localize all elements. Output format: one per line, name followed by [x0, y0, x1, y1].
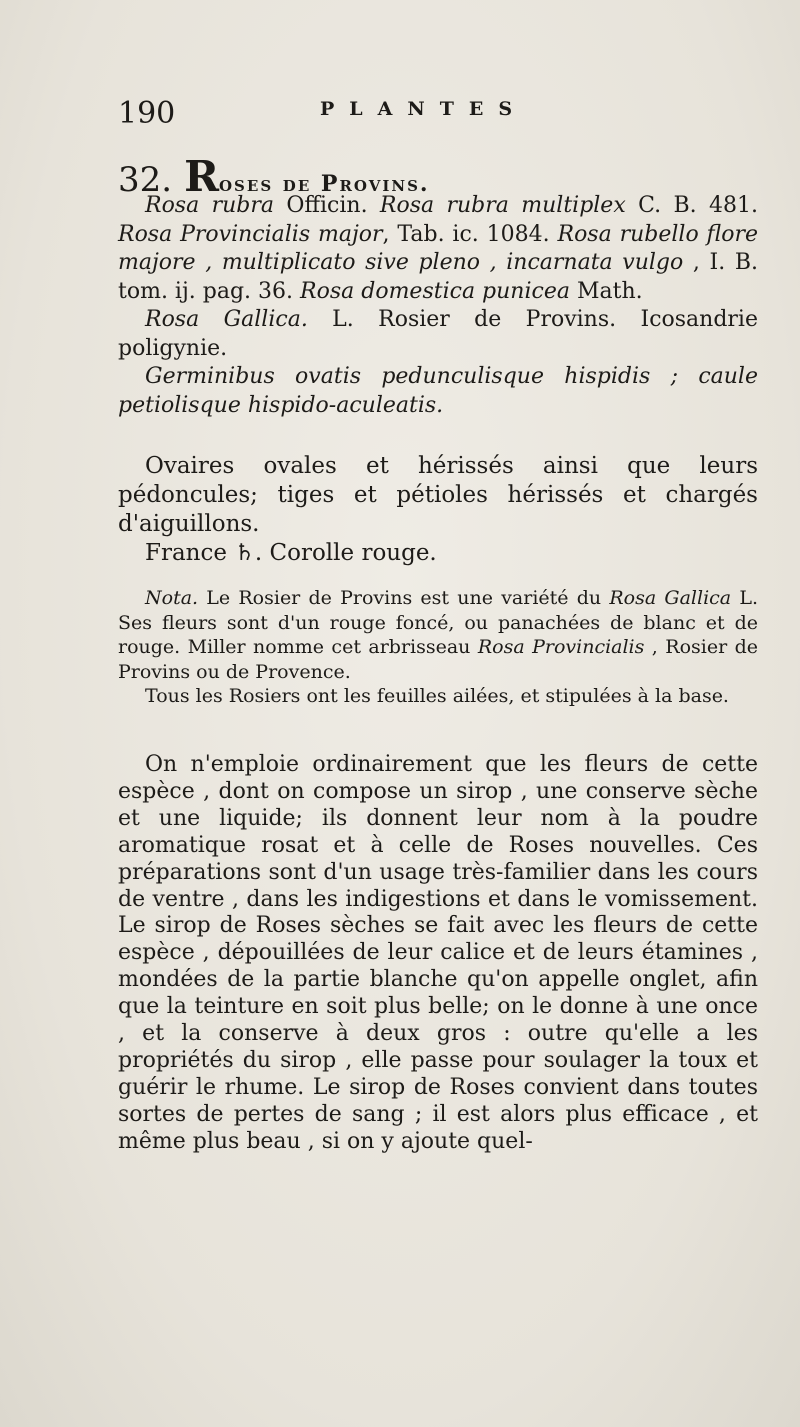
- body-text: [118, 752, 758, 1156]
- syn-text: Rosa rubra multiplex: [379, 193, 626, 218]
- running-head: PLANTES: [320, 98, 528, 120]
- page-header: [118, 92, 758, 132]
- french-description: [118, 452, 758, 568]
- description-paragraph: Ovaires ovales et hérissés ainsi que leurs pédoncules; tiges et pétioles hérissés et chargés d'aiguillons.: [118, 453, 758, 537]
- entry-number: 32.: [118, 160, 173, 200]
- syn-text: Officin.: [273, 193, 380, 218]
- page-number: 190: [118, 96, 176, 131]
- nota-text: Rosa Provincialis: [477, 636, 645, 658]
- nota-label: Nota.: [145, 587, 199, 609]
- origin-line: France ♄. Corolle rouge.: [145, 540, 437, 566]
- syn-text: Rosa Gallica.: [145, 307, 308, 332]
- nota-block: [118, 586, 758, 709]
- syn-text: , I. B. tom. ij. pag. 36.: [118, 250, 758, 304]
- title-text: oses de Provins.: [218, 171, 430, 197]
- title-initial: R: [184, 152, 219, 201]
- syn-text: Rosa Provincialis major: [118, 221, 383, 247]
- syn-text: , Tab. ic. 1084.: [382, 221, 558, 247]
- syn-text: L. Rosier de Provins. Icosandrie poligynie.: [118, 307, 758, 361]
- nota-text: , Rosier de Provins ou de Provence.: [118, 636, 758, 683]
- synonyms-block: [118, 192, 758, 420]
- nota-text: Le Rosier de Provins est une variété du: [198, 587, 610, 609]
- nota-text: Rosa Gallica: [609, 587, 732, 609]
- nota-text: L. Ses fleurs sont d'un rouge foncé, ou panachées de blanc et de rouge. Miller nomme cet arbrisseau: [118, 587, 758, 658]
- syn-text: Rosa rubra: [145, 193, 274, 218]
- nota-paragraph-2: Tous les Rosiers ont les feuilles ailées, et stipulées à la base.: [145, 685, 729, 707]
- syn-text: Rosa domestica punicea: [300, 278, 570, 304]
- linnaean-name: [118, 306, 758, 363]
- latin-description: Germinibus ovatis pedunculisque hispidis ; caule petiolisque hispido-aculeatis.: [118, 364, 758, 418]
- synonyms-paragraph: [118, 192, 758, 306]
- syn-text: Rosa rubello flore majore , multiplicato sive pleno , incarnata vulgo: [118, 221, 759, 275]
- body-paragraph: On n'emploie ordinairement que les fleurs de cette espèce , dont on compose un sirop , une conserve sèche et une liquide; ils donnent leur nom à la poudre aromatique rosat et à celle de Roses nouvelles. Ces préparations sont d'un usage très-familier dans les cours de ventre , dans les indigestions et dans le vomissement. Le sirop de Roses sèches se fait avec les fleurs de cette espèce , dépouillées de leur calice et de leurs étamines , mondées de la partie blanche qu'on appelle onglet, afin que la teinture en soit plus belle; on le donne à une once , et la conserve à deux gros : outre qu'elle a les propriétés du sirop , elle passe pour soulager la toux et guérir le rhume. Le sirop de Roses convient dans toutes sortes de pertes de sang ; il est alors plus efficace , et même plus beau , si on y ajoute quel-: [118, 752, 758, 1154]
- syn-text: C. B. 481.: [625, 193, 758, 218]
- syn-text: Math.: [569, 278, 643, 304]
- nota-paragraph: [118, 586, 758, 684]
